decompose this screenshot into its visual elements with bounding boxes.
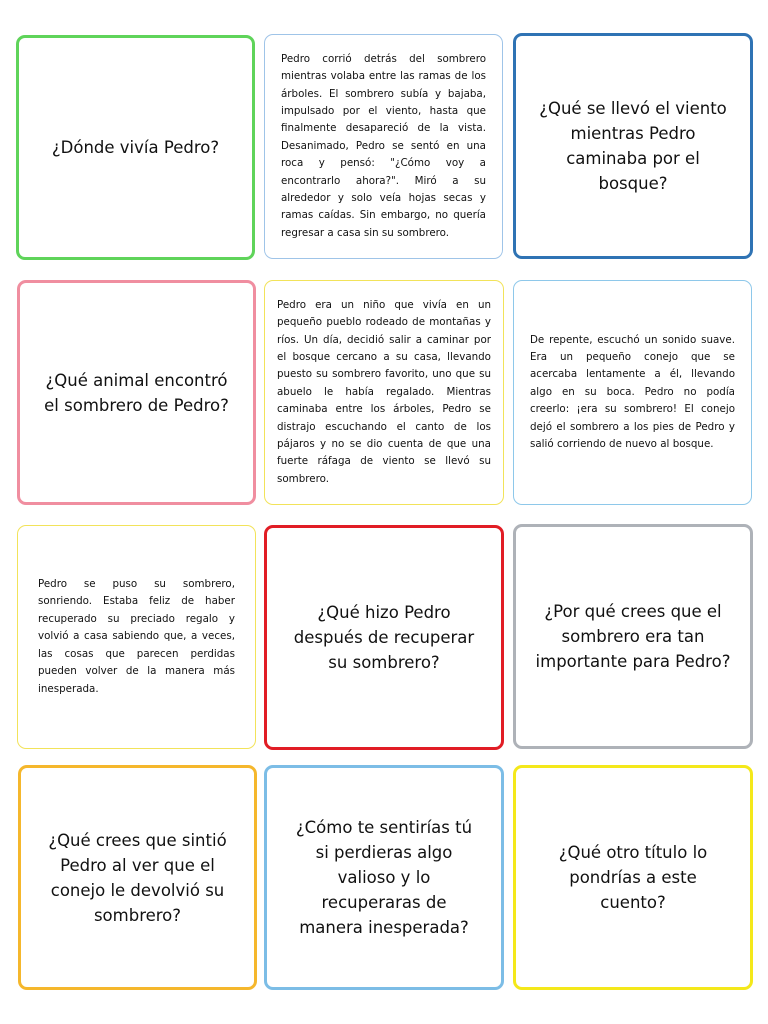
card-question-otro-titulo [513,765,753,990]
card-story-part-1 [264,280,504,505]
card-question-como-te-sentirias [264,765,504,990]
card-text: ¿Por qué crees que el sombrero era tan importante para Pedro? [535,602,731,671]
card-text: Pedro era un niño que vivía en un pequeño pueblo rodeado de montañas y ríos. Un día, decidió salir a caminar por el bosque cercano a su casa, llevando puesto su sombrero favorito, uno que su abuelo le había regalado. Mientras caminaba entre los árboles, Pedro se distrajo escuchando el canto de los pájaros y no se dio cuenta de que una fuerte ráfaga de viento se llevó su sombrero. [277,298,491,485]
card-question-animal [17,280,256,505]
card-text: ¿Qué hizo Pedro después de recuperar su sombrero? [293,603,475,672]
card-question-donde-vivia [16,35,255,260]
card-story-part-4 [17,525,256,749]
card-question-que-hizo [264,525,504,750]
card-text: ¿Qué se llevó el viento mientras Pedro caminaba por el bosque? [539,99,727,193]
card-text: ¿Qué animal encontró el sombrero de Pedro? [44,370,229,415]
card-text: Pedro corrió detrás del sombrero mientras volaba entre las ramas de los árboles. El sombrero subía y bajaba, impulsado por el viento, hasta que finalmente desapareció de la vista. Desanimado, Pedro se sentó en una roca y pensó: "¿Cómo voy a encontrarlo ahora?". Miró a su alrededor y solo veía hojas secas y ramas caídas. Sin embargo, no quería regresar a casa sin su sombrero. [281,52,486,239]
card-question-viento [513,33,753,259]
card-question-por-que [513,524,753,749]
card-question-que-sintio [18,765,257,990]
card-text: ¿Qué otro título lo pondrías a este cuento? [558,843,708,912]
card-text: De repente, escuchó un sonido suave. Era un pequeño conejo que se acercaba lentamente a él, llevando algo en su boca. Pedro no podía creerlo: ¡era su sombrero! El conejo dejó el sombrero a los pies de Pedro y salió corriendo de nuevo al bosque. [530,333,735,451]
card-text: ¿Cómo te sentirías tú si perdieras algo valioso y lo recuperaras de manera inesperada? [295,818,473,937]
card-text: ¿Dónde vivía Pedro? [51,138,220,157]
card-text: Pedro se puso su sombrero, sonriendo. Estaba feliz de haber recuperado su preciado regalo y volvió a casa sabiendo que, a veces, las cosas que parecen perdidas pueden volver de la manera más inesperada. [38,578,235,695]
card-text: ¿Qué crees que sintió Pedro al ver que el conejo le devolvió su sombrero? [48,830,227,925]
card-story-part-3 [513,280,752,505]
card-story-part-2 [264,34,503,259]
